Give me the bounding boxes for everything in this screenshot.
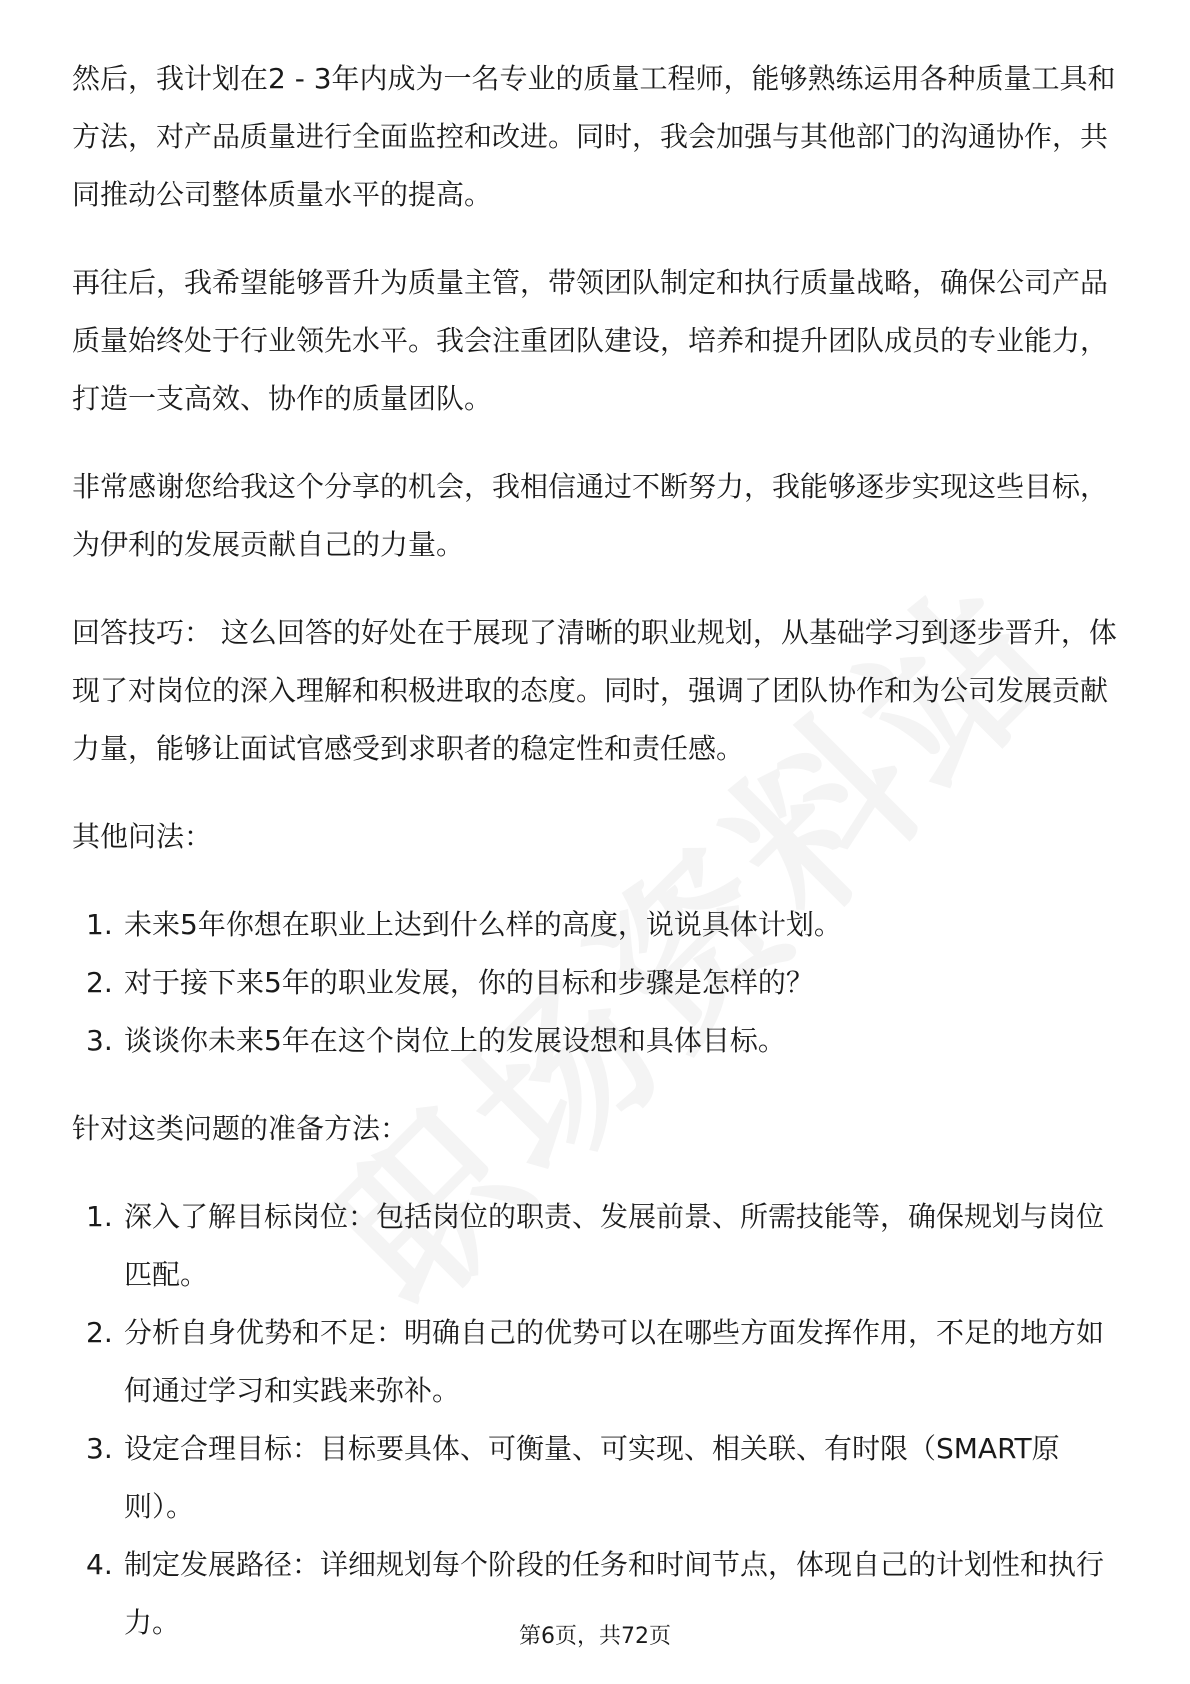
list-item [72,1420,1120,1536]
list-text: 分析自身优势和不足：明确自己的优势可以在哪些方面发挥作用，不足的地方如何通过学习和实践来弥补。 [124,1316,1105,1407]
list-number: 1. [86,908,113,941]
list-item [72,1012,1120,1070]
list-item [72,1188,1120,1304]
list-text: 未来5年你想在职业上达到什么样的高度，说说具体计划。 [124,908,842,941]
paragraph-thanks: 非常感谢您给我这个分享的机会，我相信通过不断努力，我能够逐步实现这些目标，为伊利的发展贡献自己的力量。 [72,470,1109,561]
document-page [72,50,1120,1652]
list-text: 深入了解目标岗位：包括岗位的职责、发展前景、所需技能等，确保规划与岗位匹配。 [124,1200,1105,1291]
list-item [72,896,1120,954]
other-questions-list [72,896,1120,1070]
other-questions-heading: 其他问法： [72,820,213,853]
list-number: 3. [86,1432,113,1465]
list-number: 1. [86,1200,113,1233]
list-text: 制定发展路径：详细规划每个阶段的任务和时间节点，体现自己的计划性和执行力。 [124,1548,1105,1639]
list-item [72,1304,1120,1420]
list-number: 3. [86,1024,113,1057]
preparation-heading: 针对这类问题的准备方法： [72,1112,409,1145]
list-item [72,954,1120,1012]
list-number: 2. [86,1316,113,1349]
paragraph-plan-engineer: 然后，我计划在2 - 3年内成为一名专业的质量工程师，能够熟练运用各种质量工具和方法，对产品质量进行全面监控和改进。同时，我会加强与其他部门的沟通协作，共同推动公司整体质量水平的提高。 [72,62,1116,211]
list-number: 4. [86,1548,113,1581]
paragraph-plan-supervisor: 再往后，我希望能够晋升为质量主管，带领团队制定和执行质量战略，确保公司产品质量始终处于行业领先水平。我会注重团队建设，培养和提升团队成员的专业能力，打造一支高效、协作的质量团队。 [72,266,1109,415]
list-text: 谈谈你未来5年在这个岗位上的发展设想和具体目标。 [124,1024,786,1057]
list-text: 对于接下来5年的职业发展，你的目标和步骤是怎样的？ [124,966,814,999]
paragraph-answer-tips: 回答技巧： 这么回答的好处在于展现了清晰的职业规划，从基础学习到逐步晋升，体现了对岗位的深入理解和积极进取的态度。同时，强调了团队协作和为公司发展贡献力量，能够让面试官感受到求职者的稳定性和责任感。 [72,616,1117,765]
page-footer: 第6页，共72页 [519,1624,671,1649]
list-text: 设定合理目标：目标要具体、可衡量、可实现、相关联、有时限（SMART原则）。 [124,1432,1060,1523]
preparation-list [72,1188,1120,1652]
list-number: 2. [86,966,113,999]
